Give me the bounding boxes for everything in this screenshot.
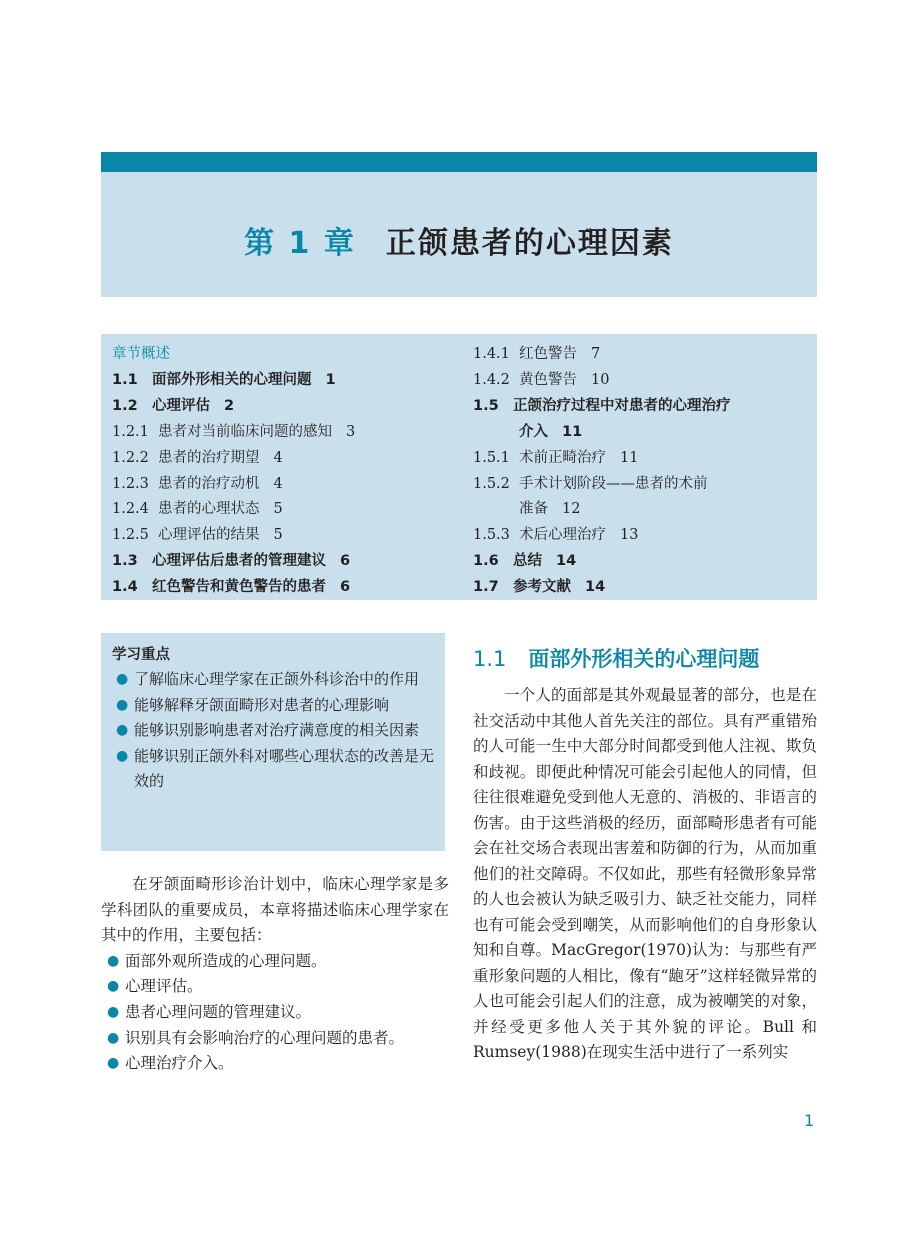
- toc-item-page: 14: [585, 579, 606, 596]
- toc-item-number: 1.2.3: [112, 475, 149, 492]
- toc-item-page: 6: [340, 553, 351, 570]
- chapter-header-bar: [101, 152, 817, 172]
- list-item: [101, 744, 445, 795]
- toc-item-number: 1.6: [473, 553, 499, 570]
- toc-item-number: 1.2.5: [112, 527, 149, 544]
- toc-item-page: 12: [562, 501, 581, 518]
- toc-item-page: 10: [591, 371, 610, 388]
- chapter-title: [101, 218, 817, 262]
- toc-item-title: 红色警告和黄色警告的患者: [152, 579, 326, 596]
- list-item: [101, 718, 445, 744]
- bullet-icon: ●: [116, 747, 129, 764]
- toc-item-title: 介入: [519, 423, 548, 440]
- toc-item: [112, 549, 462, 575]
- toc-item-number: 1.2.4: [112, 501, 149, 518]
- toc-item-page: 1: [325, 371, 336, 388]
- page-number: 1: [804, 1111, 815, 1130]
- list-item: [101, 693, 445, 719]
- toc-item-number: 1.5.1: [473, 449, 510, 466]
- list-item-text: 患者心理问题的管理建议。: [125, 1002, 312, 1021]
- chapter-number: 第 1 章: [244, 226, 356, 261]
- bullet-icon: ●: [116, 722, 129, 738]
- section-title-text: 面部外形相关的心理问题: [528, 646, 760, 671]
- toc-item-page: 14: [556, 553, 577, 570]
- chapter-title-text: 正颌患者的心理因素: [385, 226, 674, 261]
- chapter-header: [101, 152, 817, 297]
- list-item-text: 能够解释牙颌面畸形对患者的心理影响: [134, 695, 390, 714]
- toc-item: [112, 472, 462, 498]
- section-body: [473, 683, 817, 1066]
- toc-item-title: 心理评估的结果: [158, 527, 260, 544]
- toc-item-number: 1.5: [473, 397, 499, 414]
- toc-item: [473, 342, 813, 368]
- toc-item-number: 1.4: [112, 579, 138, 596]
- learning-points-heading: 学习重点: [112, 647, 170, 663]
- toc-item-number: 1.5.2: [473, 475, 510, 492]
- toc-item-page: 11: [620, 449, 639, 466]
- bullet-icon: ●: [116, 671, 129, 687]
- toc-right-column: [473, 342, 813, 601]
- toc-item: [473, 394, 813, 420]
- chapter-overview-panel: [101, 334, 817, 600]
- toc-item-title: 黄色警告: [519, 371, 577, 388]
- bullet-icon: ●: [107, 1029, 120, 1046]
- toc-item: [473, 368, 813, 394]
- toc-item: [473, 575, 813, 601]
- toc-item-number: 1.7: [473, 579, 499, 596]
- toc-item: [473, 420, 813, 446]
- toc-item: [112, 368, 462, 394]
- list-item: [101, 1051, 449, 1077]
- toc-item: [112, 497, 462, 523]
- toc-item: [473, 472, 813, 498]
- toc-heading: 章节概述: [112, 346, 170, 362]
- intro-paragraph: 在牙颌面畸形诊治计划中，临床心理学家是多学科团队的重要成员，本章将描述临床心理学家在其中的作用，主要包括：: [101, 875, 449, 945]
- intro-list: [101, 949, 449, 1077]
- toc-item: [473, 549, 813, 575]
- toc-item: [112, 575, 462, 601]
- toc-item-page: 4: [273, 475, 283, 492]
- bullet-icon: ●: [116, 696, 129, 713]
- toc-item-page: 5: [273, 501, 283, 518]
- toc-item: [112, 523, 462, 549]
- toc-item: [473, 523, 813, 549]
- toc-item-page: 5: [273, 527, 283, 544]
- toc-item-number: 1.2: [112, 397, 138, 414]
- toc-item-number: 1.4.2: [473, 371, 510, 388]
- toc-item-title: 术后心理治疗: [519, 527, 606, 544]
- toc-item-page: 7: [591, 346, 601, 362]
- bullet-icon: ●: [107, 978, 120, 995]
- list-item-text: 识别具有会影响治疗的心理问题的患者。: [125, 1028, 405, 1047]
- toc-item: [112, 394, 462, 420]
- toc-item-number: 1.1: [112, 371, 138, 388]
- section-title: [473, 643, 759, 673]
- toc-item-page: 4: [273, 449, 283, 466]
- toc-item-title: 心理评估后患者的管理建议: [152, 553, 326, 570]
- list-item: [101, 949, 449, 975]
- list-item: [101, 1000, 449, 1026]
- toc-item-number: 1.4.1: [473, 346, 510, 362]
- toc-item-page: 13: [620, 527, 639, 544]
- toc-item-title: 面部外形相关的心理问题: [152, 371, 312, 388]
- learning-points-list: [101, 667, 445, 795]
- toc-item-title: 红色警告: [519, 346, 577, 362]
- toc-item-number: 1.2.1: [112, 423, 149, 440]
- section-paragraph: 一个人的面部是其外观最显著的部分，也是在社交活动中其他人首先关注的部位。具有严重错殆的人可能一生中大部分时间都受到他人注视、欺负和歧视。即便此种情况可能会引起他人的同情，但往往很难避免受到他人无意的、消极的、非语言的伤害。由于这些消极的经历，面部畸形患者有可能会在社交场合表现出害羞和防御的行为，从而加重他们的社交障碍。不仅如此，那些有轻微形象异常的人也会被认为缺乏吸引力、缺乏社交能力，同样也有可能会受到嘲笑，从而影响他们的自身形象认知和自尊。MacGregor(1970)认为：与那些有严重形象问题的人相比，像有“龅牙”这样轻微异常的人也可能会引起人们的注意，成为被嘲笑的对象，并经受更多他人关于其外貌的评论。Bull 和 Rumsey(1988)在现实生活中进行了一系列实: [473, 686, 817, 1061]
- toc-item-number: 1.5.3: [473, 527, 510, 544]
- bullet-icon: ●: [107, 952, 120, 969]
- toc-left-column: [112, 342, 462, 601]
- list-item-text: 面部外观所造成的心理问题。: [125, 951, 327, 970]
- toc-item-page: 11: [562, 423, 583, 440]
- list-item-text: 心理治疗介入。: [125, 1054, 234, 1073]
- toc-item-title: 患者的心理状态: [158, 501, 260, 518]
- toc-item-title: 患者的治疗动机: [158, 475, 260, 492]
- list-item: [101, 974, 449, 1000]
- intro-text: [101, 872, 449, 1077]
- list-item-text: 了解临床心理学家在正颌外科诊治中的作用: [134, 670, 420, 688]
- toc-item-title: 患者的治疗期望: [158, 449, 260, 466]
- list-item: [101, 667, 445, 693]
- list-item: [101, 1026, 449, 1052]
- toc-item: [112, 420, 462, 446]
- toc-item-page: 3: [346, 423, 356, 440]
- toc-item: [473, 446, 813, 472]
- toc-item-title: 准备: [519, 501, 548, 518]
- toc-item-number: 1.2.2: [112, 449, 149, 466]
- bullet-icon: ●: [107, 1003, 120, 1020]
- toc-item-title: 术前正畸治疗: [519, 449, 606, 466]
- learning-points-panel: [101, 633, 445, 851]
- section-number: 1.1: [473, 647, 507, 671]
- toc-item: [473, 497, 813, 523]
- bullet-icon: ●: [107, 1055, 120, 1072]
- toc-item-title: 心理评估: [152, 397, 210, 414]
- toc-item: [112, 446, 462, 472]
- toc-item-title: 手术计划阶段——患者的术前: [519, 475, 708, 492]
- list-item-text: 心理评估。: [125, 977, 203, 996]
- toc-item-title: 总结: [513, 553, 542, 570]
- list-item-text: 能够识别影响患者对治疗满意度的相关因素: [134, 721, 420, 739]
- toc-item-number: 1.3: [112, 553, 138, 570]
- toc-item-page: 6: [340, 579, 351, 596]
- toc-item-title: 正颌治疗过程中对患者的心理治疗: [513, 397, 731, 414]
- list-item-text: 能够识别正颌外科对哪些心理状态的改善是无效的: [134, 746, 435, 790]
- toc-item-page: 2: [224, 397, 235, 414]
- toc-item-title: 参考文献: [513, 579, 571, 596]
- toc-item-title: 患者对当前临床问题的感知: [158, 423, 332, 440]
